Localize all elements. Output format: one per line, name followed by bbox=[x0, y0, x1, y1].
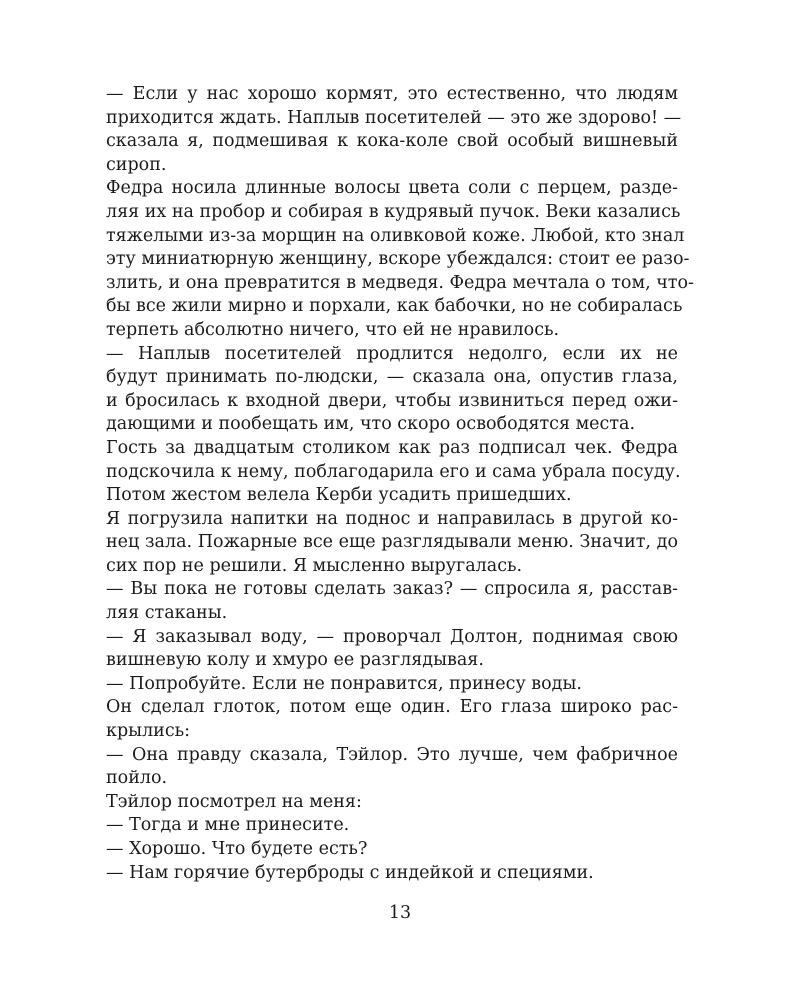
text-line: тяжелыми из-за морщин на оливковой коже. Любой, кто знал bbox=[106, 225, 685, 246]
text-line: — Я заказывал воду, — проворчал Долтон, поднимая свою bbox=[106, 626, 678, 647]
text-line: и бросилась к входной двери, чтобы извиниться перед ожи- bbox=[106, 390, 678, 411]
text-line: Тэйлор посмотрел на меня: bbox=[106, 791, 362, 812]
text-line: сироп. bbox=[106, 154, 167, 175]
text-line: сказала я, подмешивая к кока-коле свой особый вишневый bbox=[106, 131, 678, 152]
text-line: Я погрузила напитки на поднос и направилась в другой ко- bbox=[106, 508, 678, 529]
text-line: крылись: bbox=[106, 721, 191, 742]
text-line: дающими и пообещать им, что скоро освободятся места. bbox=[106, 414, 636, 435]
text-line: Федра носила длинные волосы цвета соли с перцем, разде- bbox=[106, 178, 678, 199]
text-line: ляя стаканы. bbox=[106, 603, 228, 624]
text-line: — Вы пока не готовы сделать заказ? — спросила я, расстав- bbox=[106, 579, 678, 600]
text-line: Он сделал глоток, потом еще один. Его глаза широко рас- bbox=[106, 697, 678, 718]
text-line: сих пор не решили. Я мысленно выругалась. bbox=[106, 555, 523, 576]
body-text bbox=[106, 83, 694, 885]
text-line: подскочила к нему, поблагодарила его и сама убрала посуду. bbox=[106, 461, 681, 482]
text-line: — Тогда и мне принесите. bbox=[106, 815, 350, 836]
text-line: терпеть абсолютно ничего, что ей не нравилось. bbox=[106, 319, 560, 340]
text-line: нец зала. Пожарные все еще разглядывали меню. Значит, до bbox=[106, 532, 678, 553]
text-line: — Хорошо. Что будете есть? bbox=[106, 839, 368, 859]
text-line: — Попробуйте. Если не понравится, принесу воды. bbox=[106, 673, 582, 694]
text-line: злить, и она превратится в медведя. Федра мечтала о том, что- bbox=[106, 272, 694, 293]
text-line: эту миниатюрную женщину, вскоре убеждался: стоит ее разо- bbox=[106, 249, 690, 270]
text-line: — Нам горячие бутерброды с индейкой и специями. bbox=[106, 862, 594, 883]
text-line: вишневую колу и хмуро ее разглядывая. bbox=[106, 650, 484, 671]
text-line: Гость за двадцатым столиком как раз подписал чек. Федра bbox=[106, 437, 678, 458]
text-line: — Наплыв посетителей продлится недолго, если их не bbox=[106, 343, 678, 364]
text-line: Потом жестом велела Керби усадить пришедших. bbox=[106, 485, 572, 506]
text-line: пойло. bbox=[106, 768, 168, 789]
text-line: бы все жили мирно и порхали, как бабочки, но не собиралась bbox=[106, 296, 683, 317]
text-line: — Если у нас хорошо кормят, это естественно, что людям bbox=[106, 84, 678, 104]
text-line: — Она правду сказала, Тэйлор. Это лучше, чем фабричное bbox=[106, 744, 678, 765]
text-line: ляя их на пробор и собирая в кудрявый пучок. Веки казались bbox=[106, 201, 681, 222]
page-number: 13 bbox=[388, 903, 412, 923]
text-line: приходится ждать. Наплыв посетителей — это же здорово! — bbox=[106, 107, 682, 128]
text-line: будут принимать по-людски, — сказала она, опустив глаза, bbox=[106, 367, 678, 388]
